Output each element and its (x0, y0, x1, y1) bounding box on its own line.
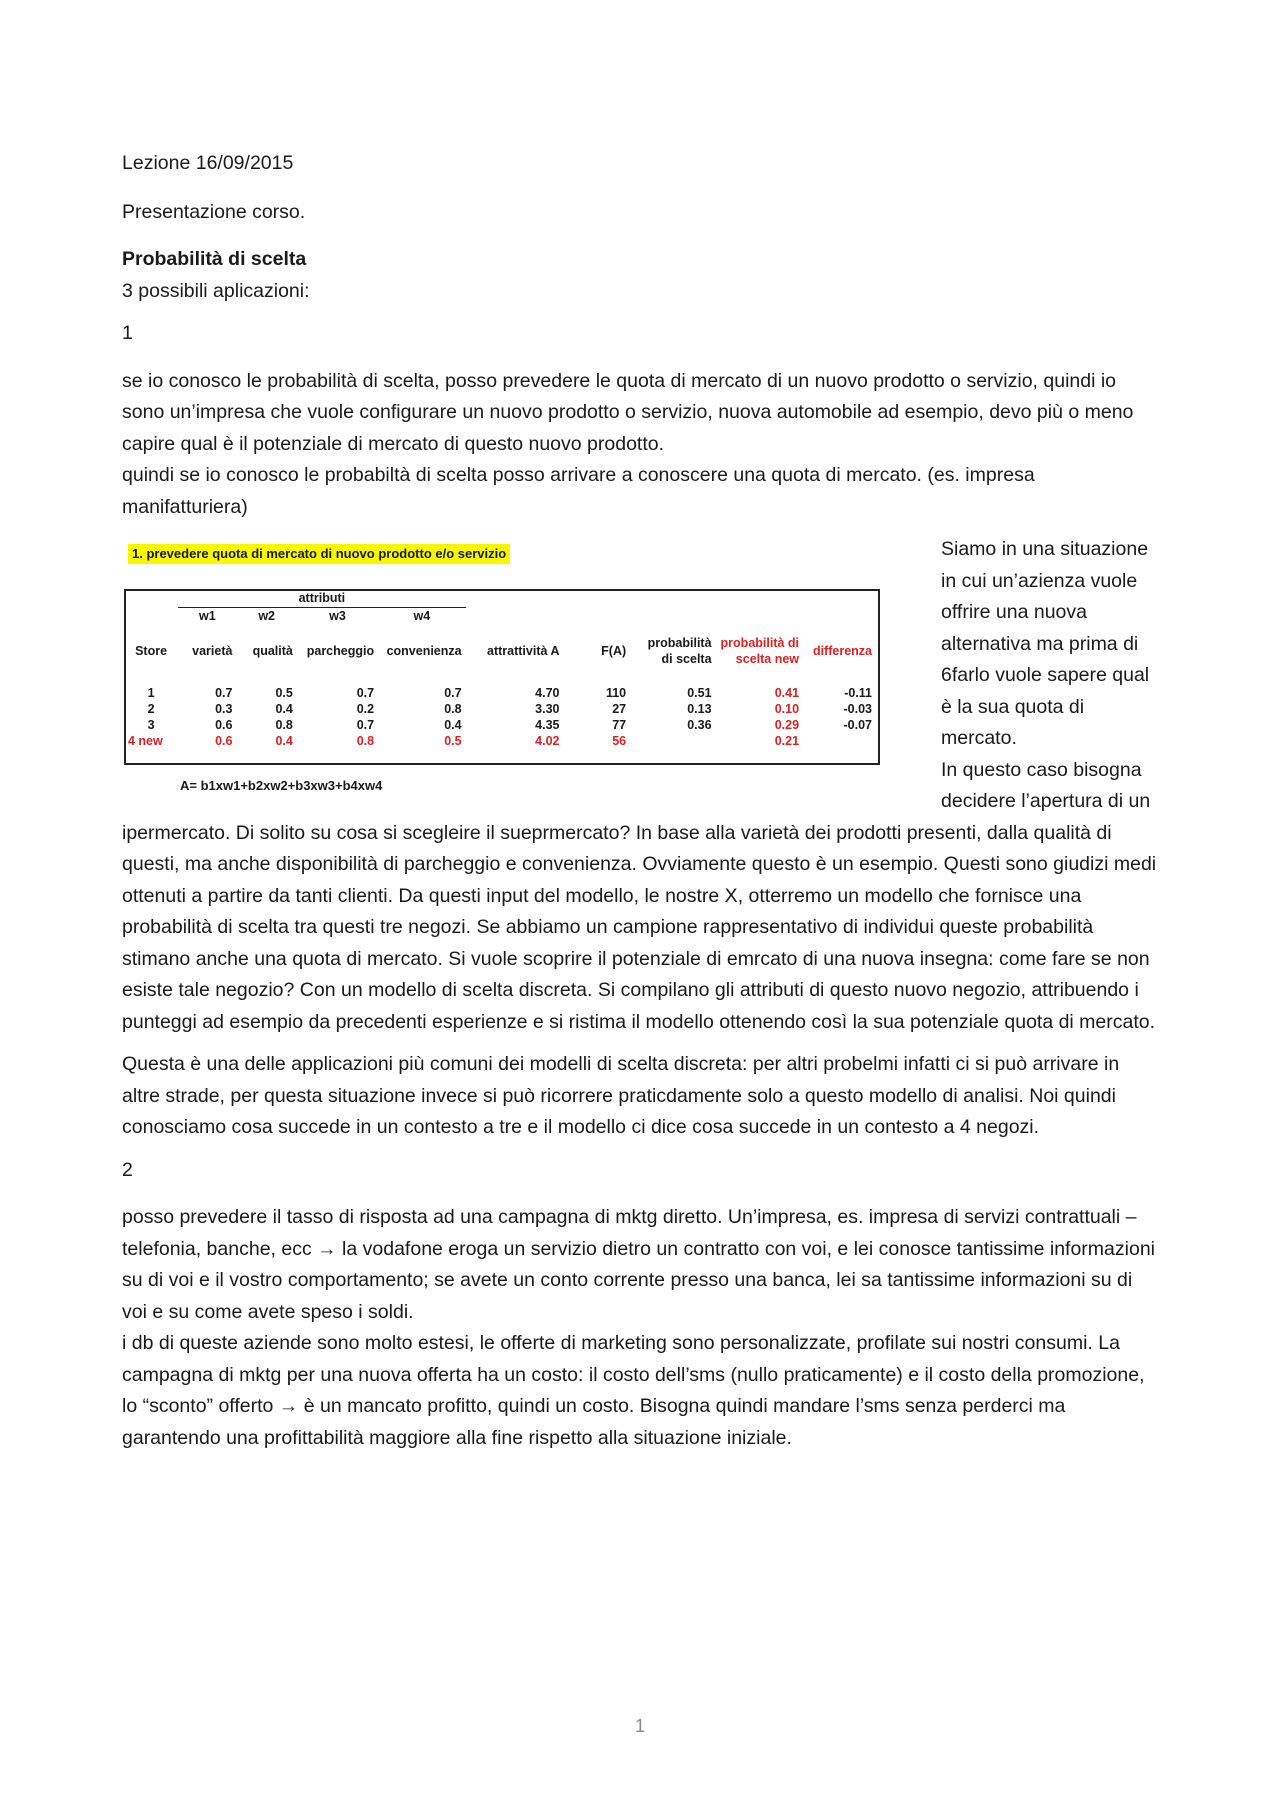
figure-caption: 1. prevedere quota di mercato di nuovo prodotto e/o servizio (128, 544, 510, 564)
cell-varieta: 0.6 (215, 734, 233, 748)
intro-line: Presentazione corso. (122, 200, 306, 223)
cell-prob-new: 0.29 (774, 718, 800, 732)
weight-w3: w3 (329, 609, 346, 624)
market-share-figure (122, 534, 927, 810)
col-header-fa: F(A) (601, 644, 627, 658)
cell-qualita: 0.4 (275, 702, 293, 716)
cell-fa: 77 (612, 718, 627, 732)
cell-prob-new: 0.41 (774, 686, 800, 700)
cell-fa: 110 (605, 686, 627, 700)
item-1-number: 1 (122, 322, 133, 344)
col-header-parcheggio: parcheggio (306, 644, 375, 658)
col-header-qualita: qualità (252, 644, 293, 658)
cell-attrattivita: 4.70 (535, 686, 560, 700)
attractiveness-formula: A= b1xw1+b2xw2+b3xw3+b4xw4 (180, 778, 383, 793)
cell-varieta: 0.6 (215, 718, 233, 732)
applications-intro: 3 possibili aplicazioni: (122, 279, 310, 302)
cell-prob: 0.51 (687, 686, 712, 700)
col-header-differenza: differenza (812, 644, 872, 658)
figure-wrap-block (122, 534, 1162, 1038)
weight-w1: w1 (198, 609, 216, 624)
cell-diff: -0.03 (843, 702, 872, 716)
col-header-store: Store (135, 644, 168, 658)
cell-attrattivita: 4.35 (535, 718, 560, 732)
weight-w4: w4 (413, 609, 431, 624)
cell-convenienza: 0.5 (444, 734, 462, 748)
col-header-attrattivita: attrattività A (487, 644, 560, 658)
item-2-paragraph-1: posso prevedere il tasso di risposta ad una campagna di mktg diretto. Un’impresa, es. impresa di servizi contrattuali – telefonia, banche, ecc → la vodafone eroga un servizio dietro un contratto con voi, e lei conosce tantissime informazioni su di voi e il vostro comportamento; se avete un conto corrente presso una banca, lei sa tantissime informazioni su di voi e su come avete speso i soldi. (122, 1206, 1155, 1323)
table-row (124, 717, 876, 733)
cell-parcheggio: 0.8 (356, 734, 375, 748)
table-row-new-store (124, 733, 876, 749)
weight-w2: w2 (258, 609, 276, 624)
cell-prob-new: 0.10 (774, 702, 800, 716)
item-1-paragraph-3-rest: In questo caso bisogna decidere l’apertura di un ipermercato. Di solito su cosa si scegleire il sueprmercato? In base alla varietà dei prodotti presenti, dalla qualità di questi, ma anche disponibilità di parcheggio e convenienza. Ovviamente questo è un esempio. Questi sono giudizi medi ottenuti a partire da tanti clienti. Da questi input del modello, le nostre X, otterremo un modello che fornisce una probabilità di scelta tra questi tre negozi. Se abbiamo un campione rappresentativo di individui queste probabilità stimano anche una quota di mercato. Si vuole scoprire il potenziale di emrcato di una nuova insegna: come fare se non esiste tale negozio? Con un modello di scelta discreta. Si compilano gli attributi di questo nuovo negozio, attribuendo i punteggi ad esempio da precedenti esperienze e si ristima il modello ottenendo così la sua potenziale quota di mercato. (122, 758, 1157, 1033)
cell-store: 3 (147, 718, 155, 732)
cell-convenienza: 0.4 (444, 718, 462, 732)
col-header-prob-new: probabilità di scelta new (720, 636, 800, 666)
table-row (124, 701, 876, 717)
cell-prob (630, 733, 715, 749)
item-1-paragraph-2: quindi se io conosco le probabiltà di scelta posso arrivare a conoscere una quota di mercato. (es. impresa manifatturiera) (122, 464, 1035, 518)
section-heading: Probabilità di scelta (122, 248, 307, 270)
cell-diff: -0.07 (843, 718, 872, 732)
cell-diff (803, 733, 876, 749)
cell-prob: 0.13 (687, 702, 712, 716)
table-row (124, 685, 876, 701)
item-1-paragraph-1: se io conosco le probabilità di scelta, posso prevedere le quota di mercato di un nuovo prodotto o servizio, quindi io sono un’impresa che vuole configurare un nuovo prodotto o servizio, nuova automobile ad esempio, devo più o meno capire qual è il potenziale di mercato di questo nuovo prodotto. (122, 369, 1134, 455)
lesson-date-line: Lezione 16/09/2015 (122, 152, 294, 174)
cell-attrattivita: 4.02 (535, 734, 560, 748)
item-2-paragraph-2: i db di queste aziende sono molto estesi, le offerte di marketing sono personalizzate, profilate sui nostri consumi. La campagna di mktg per una nuova offerta ha un costo: il costo dell’sms (nullo praticamente) e il costo della promozione, lo “sconto” offerto → è un mancato profitto, quindi un costo. Bisogna quindi mandare l’sms senza perderci ma garantendo una profittabilità maggiore alla fine rispetto alla situazione iniziale. (122, 1332, 1145, 1449)
cell-prob-new: 0.21 (774, 734, 800, 748)
cell-attrattivita: 3.30 (535, 702, 560, 716)
attributes-group-header: attributi (178, 589, 465, 607)
cell-varieta: 0.7 (215, 686, 233, 700)
cell-qualita: 0.8 (275, 718, 293, 732)
cell-parcheggio: 0.7 (356, 718, 375, 732)
cell-parcheggio: 0.2 (356, 702, 375, 716)
cell-store: 1 (147, 686, 155, 700)
item-2-number: 2 (122, 1158, 133, 1181)
page-number: 1 (634, 1716, 645, 1736)
col-header-prob: probabilità di scelta (647, 636, 712, 666)
cell-convenienza: 0.8 (444, 702, 462, 716)
cell-qualita: 0.4 (275, 734, 293, 748)
cell-parcheggio: 0.7 (356, 686, 375, 700)
col-header-convenienza: convenienza (386, 644, 462, 658)
cell-store: 2 (147, 702, 155, 716)
cell-diff: -0.11 (844, 686, 872, 700)
attributes-table (124, 589, 876, 749)
item-1-paragraph-3-start: Siamo in una situazione in cui un’azienza vuole offrire una nuova alternativa ma prima di 6farlo vuole sapere qual è la sua quota di mercato. (941, 538, 1150, 749)
item-1-paragraph-4: Questa è una delle applicazioni più comuni dei modelli di scelta discreta: per altri probelmi infatti ci si può arrivare in altre strade, per questa situazione invece si può ricorrere praticdamente solo a questo modello di analisi. Noi quindi conosciamo cosa succede in un contesto a tre e il modello ci dice cosa succede in un contesto a 4 negozi. (122, 1053, 1120, 1138)
cell-prob: 0.36 (687, 718, 712, 732)
document-body (122, 148, 1162, 1454)
cell-qualita: 0.5 (275, 686, 293, 700)
cell-convenienza: 0.7 (444, 686, 462, 700)
col-header-varieta: varietà (192, 644, 233, 658)
cell-fa: 56 (612, 734, 627, 748)
cell-varieta: 0.3 (215, 702, 233, 716)
cell-store: 4 new (128, 734, 163, 748)
cell-fa: 27 (612, 702, 627, 716)
